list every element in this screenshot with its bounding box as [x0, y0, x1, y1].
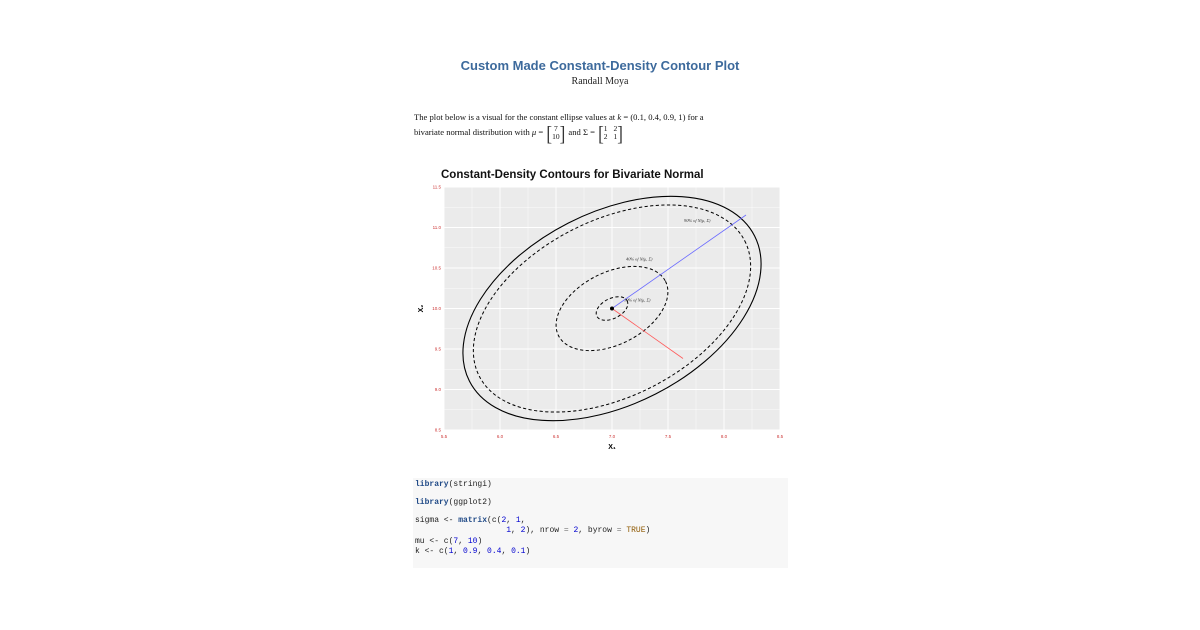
- code-token: 2: [520, 526, 526, 535]
- code-token: (c(: [487, 516, 502, 525]
- sigma-matrix: [ 1 2 2 1 ]: [598, 121, 623, 145]
- y-tick-label: 11.5: [432, 184, 441, 190]
- code-token: ,: [453, 547, 464, 556]
- code-token: (ggplot2): [448, 498, 492, 507]
- contour-annotation: 10% of N(μ, Σ): [624, 297, 651, 303]
- mu-vector: [ 7 10 ]: [546, 121, 566, 145]
- y-tick-label: 10.0: [432, 306, 441, 311]
- code-token: 0.1: [511, 547, 526, 556]
- code-token: ): [477, 537, 483, 546]
- code-token: 2: [573, 526, 579, 535]
- code-token: ,: [458, 537, 468, 546]
- sigma-symbol: Σ: [582, 127, 588, 137]
- code-token: ): [645, 526, 651, 535]
- contour-plot: [414, 183, 794, 455]
- code-line-6: [415, 547, 530, 556]
- sigma-11: 1: [603, 124, 608, 134]
- code-token: 2: [501, 516, 507, 525]
- code-token: ,: [477, 547, 488, 556]
- code-token: ,: [520, 516, 526, 525]
- mu-bottom: 10: [552, 132, 560, 142]
- plot-title: Constant-Density Contours for Bivariate Normal: [441, 169, 704, 181]
- sigma-12: 2: [613, 124, 618, 134]
- code-token: sigma <-: [415, 516, 459, 525]
- y-tick-label: 11.0: [432, 225, 441, 230]
- sigma-21: 2: [603, 132, 608, 142]
- x-tick-label: 5.5: [440, 434, 448, 439]
- mu-top: 7: [553, 124, 558, 134]
- code-token: ,: [511, 526, 521, 535]
- code-token: ): [525, 547, 531, 556]
- x-tick-label: 6.0: [496, 434, 504, 439]
- code-token: ,: [506, 516, 516, 525]
- mu-symbol: μ: [531, 127, 537, 137]
- code-token: 0.4: [487, 547, 502, 556]
- code-token: library: [415, 480, 449, 489]
- x-tick-label: 7.0: [608, 434, 616, 439]
- center-point: [610, 307, 614, 311]
- y-axis-label: X₂: [418, 304, 425, 313]
- code-token: 1: [515, 516, 521, 525]
- code-token: library: [415, 498, 449, 507]
- y-tick-label: 9.5: [434, 346, 441, 352]
- code-token: ), nrow: [525, 526, 564, 535]
- code-token: 7: [453, 537, 459, 546]
- equals-1: =: [536, 127, 546, 137]
- code-token: mu <- c(: [415, 537, 454, 546]
- code-token: =: [563, 526, 569, 535]
- code-token: 10: [467, 537, 478, 546]
- x-tick-label: 7.5: [664, 434, 672, 439]
- y-tick-label: 10.5: [432, 265, 441, 271]
- code-line-5: [415, 537, 482, 546]
- x-axis-label: X₁: [608, 444, 616, 451]
- code-block: [413, 478, 788, 568]
- code-line-2: [415, 498, 492, 507]
- intro-text-2: for a: [685, 112, 704, 122]
- contour-annotation: 90% of N(μ, Σ): [684, 218, 711, 223]
- code-token: ,: [501, 547, 512, 556]
- code-line-3: [415, 516, 525, 525]
- intro-text-3: bivariate normal distribution with: [414, 127, 532, 137]
- and-text: and: [566, 127, 583, 137]
- k-variable: k: [617, 112, 622, 122]
- code-token: 0.9: [463, 547, 478, 556]
- code-line-4: [415, 526, 650, 535]
- x-tick-label: 6.5: [552, 434, 560, 439]
- code-token: [415, 526, 506, 535]
- code-line-1: [415, 480, 492, 489]
- code-token: =: [616, 526, 622, 535]
- code-token: 1: [448, 547, 454, 556]
- code-token: 1: [506, 526, 512, 535]
- sigma-22: 1: [613, 132, 618, 142]
- code-token: TRUE: [626, 526, 646, 535]
- code-token: (stringi): [448, 480, 492, 489]
- intro-paragraph: [414, 110, 794, 145]
- contour-annotation: 40% of N(μ, Σ): [626, 256, 653, 262]
- document-author: Randall Moya: [571, 76, 629, 87]
- equals-2: =: [587, 127, 598, 137]
- code-token: matrix: [458, 516, 488, 525]
- code-token: k <- c(: [415, 547, 449, 556]
- x-tick-label: 8.0: [720, 434, 728, 439]
- code-token: , byrow: [578, 526, 617, 535]
- x-tick-label: 8.5: [776, 434, 784, 439]
- y-tick-label: 8.5: [434, 427, 441, 433]
- document-title: Custom Made Constant-Density Contour Plot: [460, 58, 740, 73]
- y-tick-label: 9.0: [434, 387, 441, 392]
- k-values: = (0.1, 0.4, 0.9, 1): [621, 112, 686, 122]
- intro-text-1: The plot below is a visual for the constant ellipse values at: [414, 112, 618, 122]
